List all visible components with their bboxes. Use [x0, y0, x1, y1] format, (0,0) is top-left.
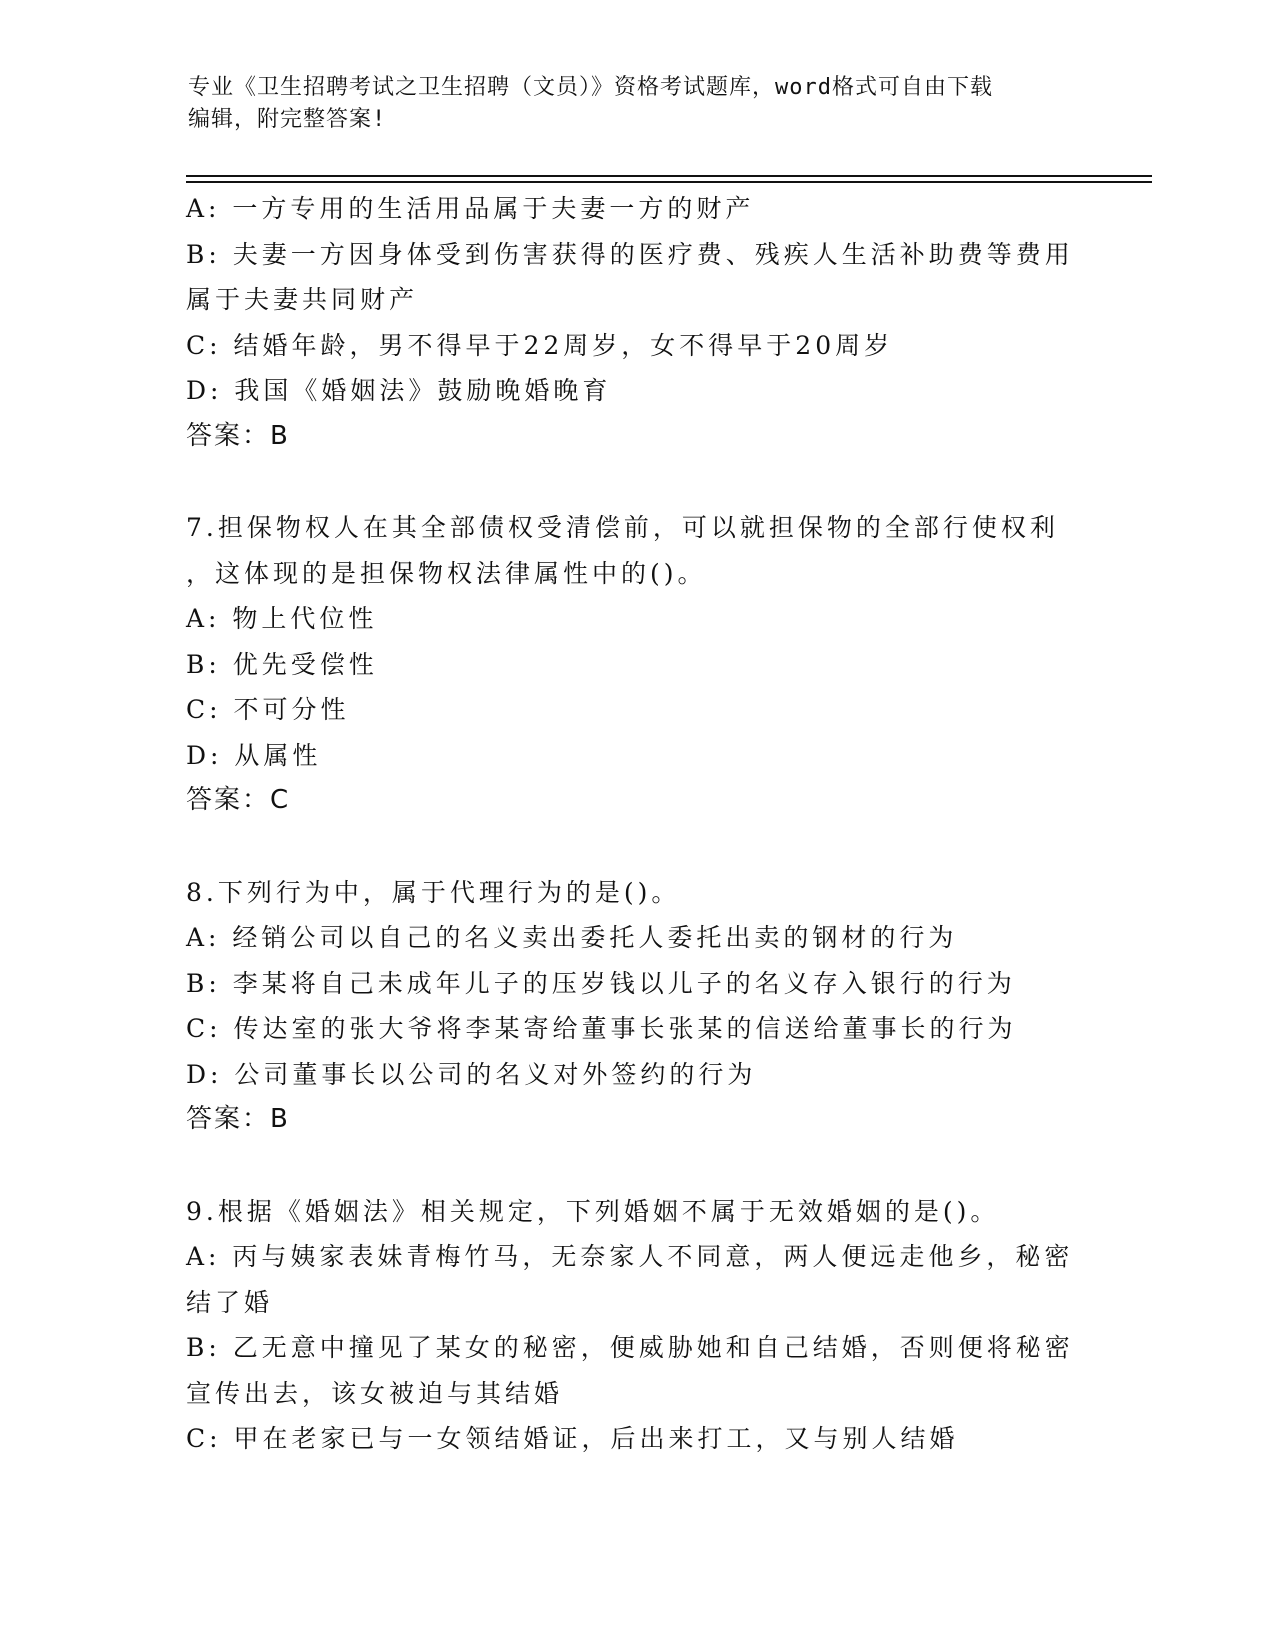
header-line-1: 专业《卫生招聘考试之卫生招聘（文员）》资格考试题库，word格式可自由下载: [188, 75, 993, 100]
option-line: B: 夫妻一方因身体受到伤害获得的医疗费、残疾人生活补助费等费用: [186, 239, 1074, 269]
question-9-block: [186, 1189, 1086, 1462]
header-rule-bottom: [186, 181, 1152, 183]
question-list: [186, 186, 1086, 1462]
prev-question-block: [186, 186, 1086, 459]
question-7-block: [186, 505, 1086, 824]
answer-line: 答案：C: [186, 785, 291, 815]
header-line-2: 编辑，附完整答案!: [188, 107, 387, 132]
option-line: C: 传达室的张大爷将李某寄给董事长张某的信送给董事长的行为: [186, 1014, 1017, 1043]
answer-line: 答案：B: [186, 1104, 290, 1134]
option-line: B: 优先受偿性: [186, 649, 378, 679]
question-stem: 9.根据《婚姻法》相关规定，下列婚姻不属于无效婚姻的是()。: [186, 1196, 1000, 1226]
option-line: A: 一方专用的生活用品属于夫妻一方的财产: [186, 194, 755, 223]
question-8-block: [186, 870, 1086, 1143]
option-line: A: 丙与姨家表妹青梅竹马，无奈家人不同意，两人便远走他乡，秘密: [186, 1242, 1074, 1271]
option-line: B: 乙无意中撞见了某女的秘密，便威胁她和自己结婚，否则便将秘密: [186, 1333, 1074, 1362]
option-line: 属于夫妻共同财产: [186, 285, 419, 314]
question-stem: 8.下列行为中，属于代理行为的是()。: [186, 877, 681, 907]
option-line: C: 结婚年龄，男不得早于22周岁，女不得早于20周岁: [186, 330, 894, 360]
question-stem: 7.担保物权人在其全部债权受清偿前，可以就担保物的全部行使权利: [186, 513, 1059, 542]
option-line: C: 不可分性: [186, 695, 350, 724]
option-line: A: 物上代位性: [186, 604, 378, 633]
option-line: B: 李某将自己未成年儿子的压岁钱以儿子的名义存入银行的行为: [186, 968, 1016, 998]
question-stem-cont: ，这体现的是担保物权法律属性中的()。: [186, 558, 707, 588]
option-line: C: 甲在老家已与一女领结婚证，后出来打工，又与别人结婚: [186, 1424, 959, 1453]
option-line: D: 从属性: [186, 740, 322, 770]
answer-line: 答案：B: [186, 420, 290, 451]
option-line: A: 经销公司以自己的名义卖出委托人委托出卖的钢材的行为: [186, 923, 958, 952]
option-line: D: 我国《婚姻法》鼓励晚婚晚育: [186, 376, 612, 405]
document-header: [188, 72, 1068, 136]
option-line: 宣传出去，该女被迫与其结婚: [186, 1378, 564, 1408]
header-rule-top: [186, 175, 1152, 177]
option-line: 结了婚: [186, 1287, 274, 1317]
option-line: D: 公司董事长以公司的名义对外签约的行为: [186, 1059, 757, 1089]
